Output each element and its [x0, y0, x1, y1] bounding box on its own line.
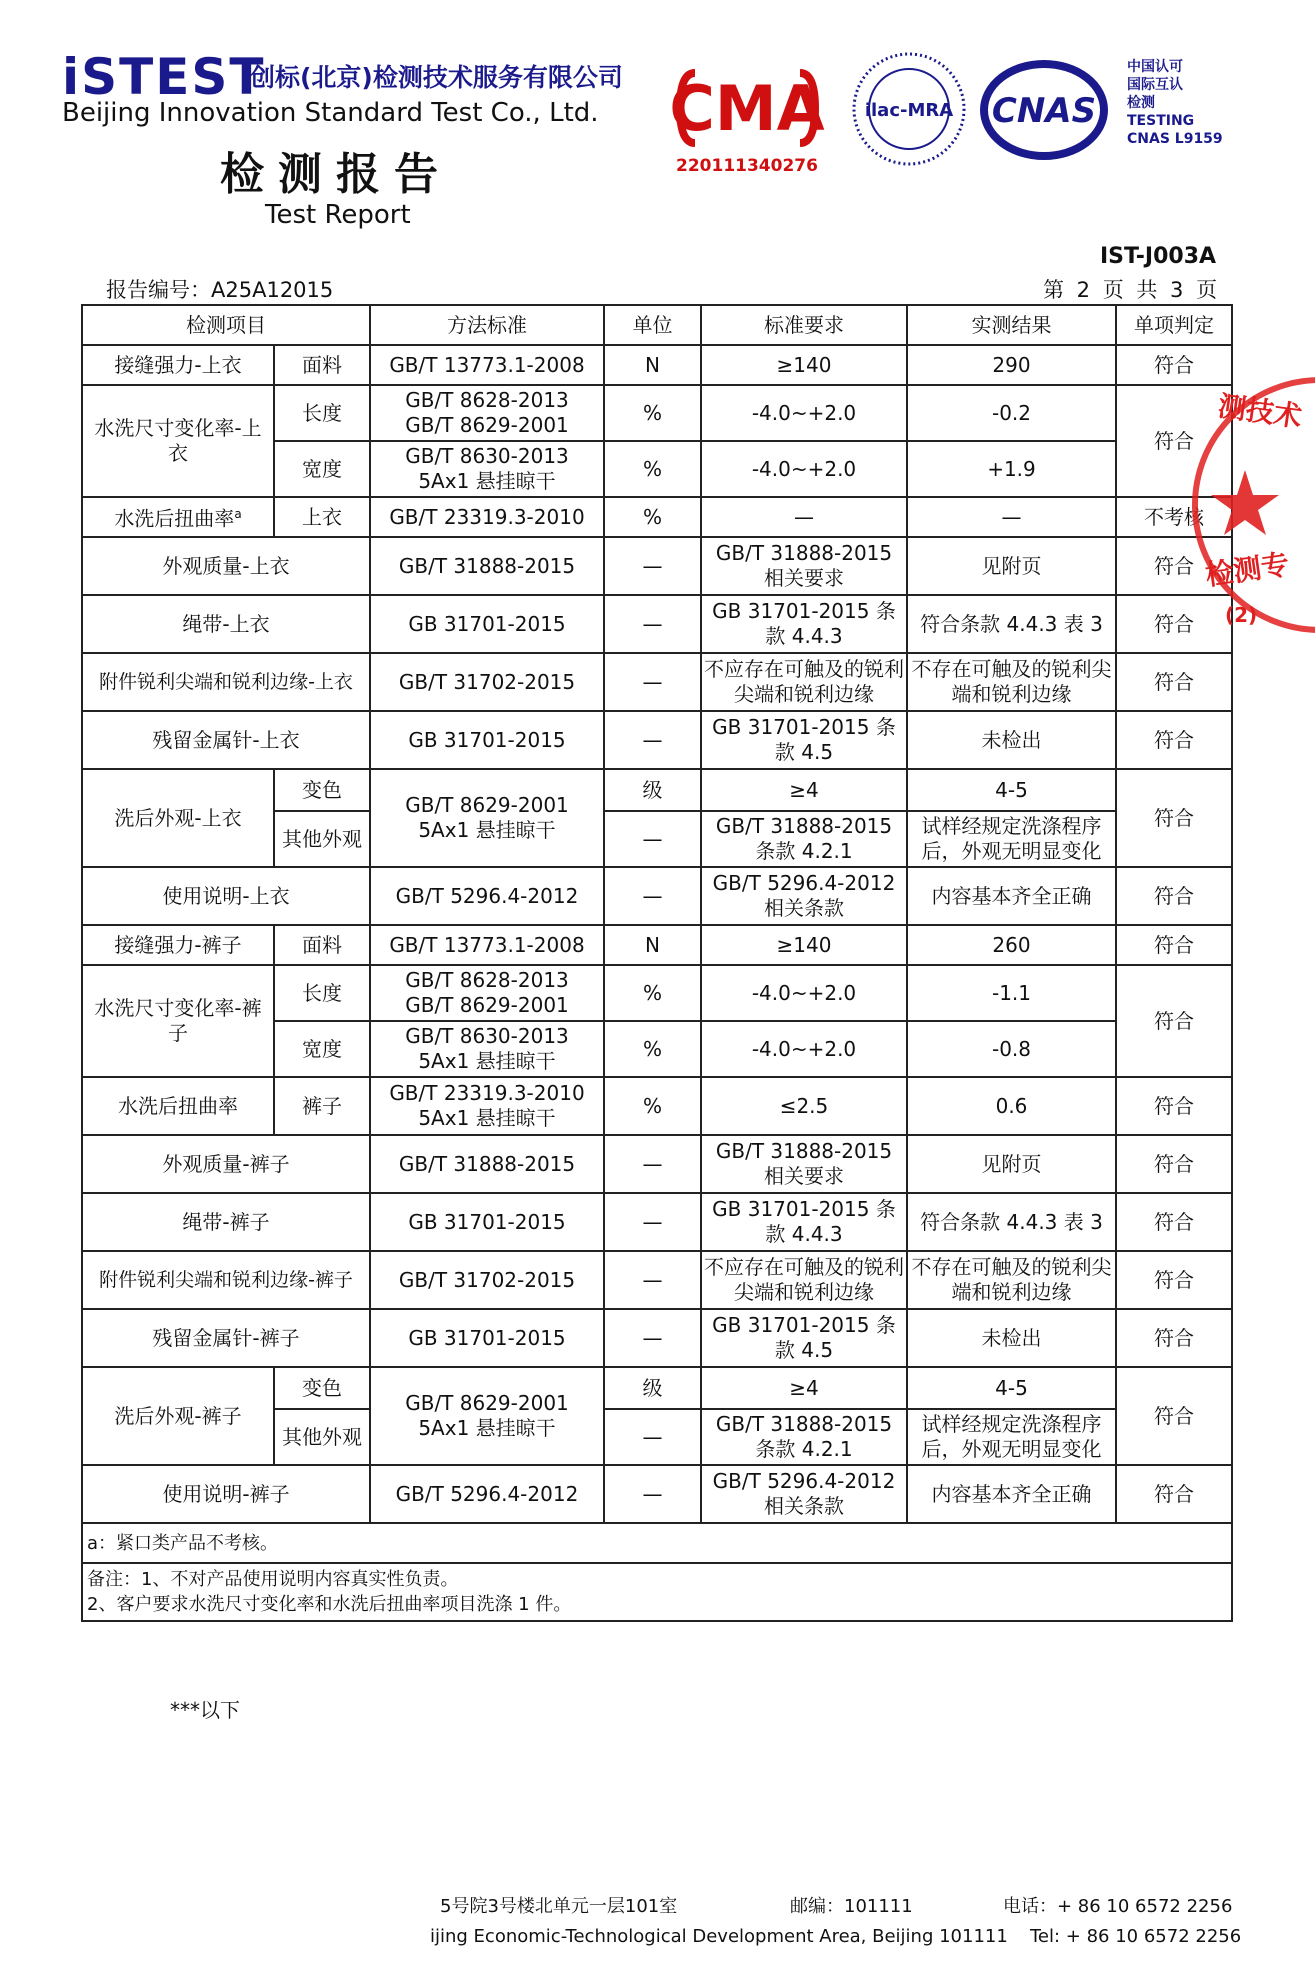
- table-row: 使用说明-裤子 GB/T 5296.4-2012 — GB/T 5296.4-2012 相关条款 内容基本齐全正确 符合: [82, 1465, 1232, 1523]
- table-row: 外观质量-上衣 GB/T 31888-2015 — GB/T 31888-2015 相关要求 见附页 符合: [82, 537, 1232, 595]
- header-requirement: 标准要求: [701, 305, 907, 345]
- footnote-row: [82, 1523, 1232, 1563]
- ilac-label: ilac-MRA: [864, 100, 954, 121]
- table-row: 水洗尺寸变化率-裤子 长度 GB/T 8628-2013 GB/T 8629-2001 % -4.0~+2.0 -1.1 符合: [82, 965, 1232, 1021]
- cnas-accreditation-text: 中国认可 国际互认 检测 TESTING CNAS L9159: [1127, 59, 1223, 147]
- table-row: 宽度 GB/T 8630-2013 5Ax1 悬挂晾干 % -4.0~+2.0 +1.9: [82, 441, 1232, 497]
- header-result: 实测结果: [907, 305, 1116, 345]
- footnote-a: a：紧口类产品不考核。: [82, 1523, 1232, 1563]
- seal-text-index: (2): [1225, 603, 1258, 627]
- footer-phone-en: Tel: + 86 10 6572 2256: [1030, 1926, 1242, 1947]
- company-name-cn: 创标(北京)检测技术服务有限公司: [250, 63, 623, 92]
- table-row: 绳带-上衣 GB 31701-2015 — GB 31701-2015 条款 4.4.3 符合条款 4.4.3 表 3 符合: [82, 595, 1232, 653]
- report-title-en: Test Report: [265, 200, 411, 230]
- cma-mark-icon: [669, 58, 825, 158]
- table-row: 水洗尺寸变化率-上衣 长度 GB/T 8628-2013 GB/T 8629-2001 % -4.0~+2.0 -0.2 符合: [82, 385, 1232, 441]
- table-row: 其他外观 — GB/T 31888-2015 条款 4.2.1 试样经规定洗涤程序后，外观无明显变化: [82, 1409, 1232, 1465]
- table-row: 残留金属针-上衣 GB 31701-2015 — GB 31701-2015 条款 4.5 未检出 符合: [82, 711, 1232, 769]
- table-row: 绳带-裤子 GB 31701-2015 — GB 31701-2015 条款 4.4.3 符合条款 4.4.3 表 3 符合: [82, 1193, 1232, 1251]
- remark-2: 2、客户要求水洗尺寸变化率和水洗后扭曲率项目洗涤 1 件。: [87, 1594, 572, 1615]
- report-title-cn: 检测报告: [220, 149, 452, 200]
- cnas-icon: [980, 60, 1108, 160]
- footer-postcode: 邮编：101111: [790, 1896, 913, 1917]
- table-row: 附件锐利尖端和锐利边缘-上衣 GB/T 31702-2015 — 不应存在可触及的锐利尖端和锐利边缘 不存在可触及的锐利尖端和锐利边缘 符合: [82, 653, 1232, 711]
- table-row: 宽度 GB/T 8630-2013 5Ax1 悬挂晾干 % -4.0~+2.0 -0.8: [82, 1021, 1232, 1077]
- header-judgement: 单项判定: [1116, 305, 1232, 345]
- footer-address-en: ijing Economic-Technological Development Area, Beijing 101111: [430, 1926, 1008, 1947]
- table-row: 洗后外观-裤子 变色 GB/T 8629-2001 5Ax1 悬挂晾干 级 ≥4 4-5 符合: [82, 1367, 1232, 1409]
- table-row: 水洗后扭曲率$^a$ 上衣 GB/T 23319.3-2010 % — — 不考核: [82, 497, 1232, 537]
- table-row: 接缝强力-裤子 面料 GB/T 13773.1-2008 N ≥140 260 符合: [82, 925, 1232, 965]
- table-row: 使用说明-上衣 GB/T 5296.4-2012 — GB/T 5296.4-2012 相关条款 内容基本齐全正确 符合: [82, 867, 1232, 925]
- page-number: 第 2 页 共 3 页: [1043, 278, 1221, 302]
- company-name-en: Beijing Innovation Standard Test Co., Ltd.: [62, 98, 599, 128]
- official-seal-icon: [1195, 360, 1315, 650]
- header-method: 方法标准: [370, 305, 604, 345]
- ilac-mra-icon: [850, 50, 968, 168]
- table-row: 水洗后扭曲率 裤子 GB/T 23319.3-2010 5Ax1 悬挂晾干 % ≤2.5 0.6 符合: [82, 1077, 1232, 1135]
- table-header-row: [82, 305, 1232, 345]
- seal-text-top: 测技术: [1216, 389, 1304, 434]
- report-number: 报告编号：A25A12015: [106, 278, 334, 302]
- table-row: 接缝强力-上衣 面料 GB/T 13773.1-2008 N ≥140 290 符合: [82, 345, 1232, 385]
- footer-phone-cn: 电话：+ 86 10 6572 2256: [1003, 1896, 1233, 1917]
- table-row: 附件锐利尖端和锐利边缘-裤子 GB/T 31702-2015 — 不应存在可触及的锐利尖端和锐利边缘 不存在可触及的锐利尖端和锐利边缘 符合: [82, 1251, 1232, 1309]
- cma-number: 220111340276: [676, 156, 818, 176]
- table-row: 其他外观 — GB/T 31888-2015 条款 4.2.1 试样经规定洗涤程序后，外观无明显变化: [82, 811, 1232, 867]
- company-logo: iSTEST: [62, 48, 266, 106]
- cnas-label: CNAS: [991, 91, 1097, 131]
- test-results-table: [81, 304, 1233, 1622]
- document-code: IST-J003A: [1100, 244, 1217, 269]
- seal-text-bottom: 检测专: [1203, 547, 1292, 592]
- cma-label: CMA: [669, 72, 825, 145]
- footer-address-cn: 5号院3号楼北单元一层101室: [440, 1896, 678, 1917]
- end-of-report-mark: ***以下: [170, 1698, 240, 1722]
- remarks-row: [82, 1563, 1232, 1621]
- table-row: 外观质量-裤子 GB/T 31888-2015 — GB/T 31888-2015 相关要求 见附页 符合: [82, 1135, 1232, 1193]
- table-row: 残留金属针-裤子 GB 31701-2015 — GB 31701-2015 条款 4.5 未检出 符合: [82, 1309, 1232, 1367]
- header-item: 检测项目: [82, 305, 370, 345]
- remark-1: 备注：1、不对产品使用说明内容真实性负责。: [87, 1569, 459, 1590]
- table-row: 洗后外观-上衣 变色 GB/T 8629-2001 5Ax1 悬挂晾干 级 ≥4 4-5 符合: [82, 769, 1232, 811]
- header-unit: 单位: [604, 305, 701, 345]
